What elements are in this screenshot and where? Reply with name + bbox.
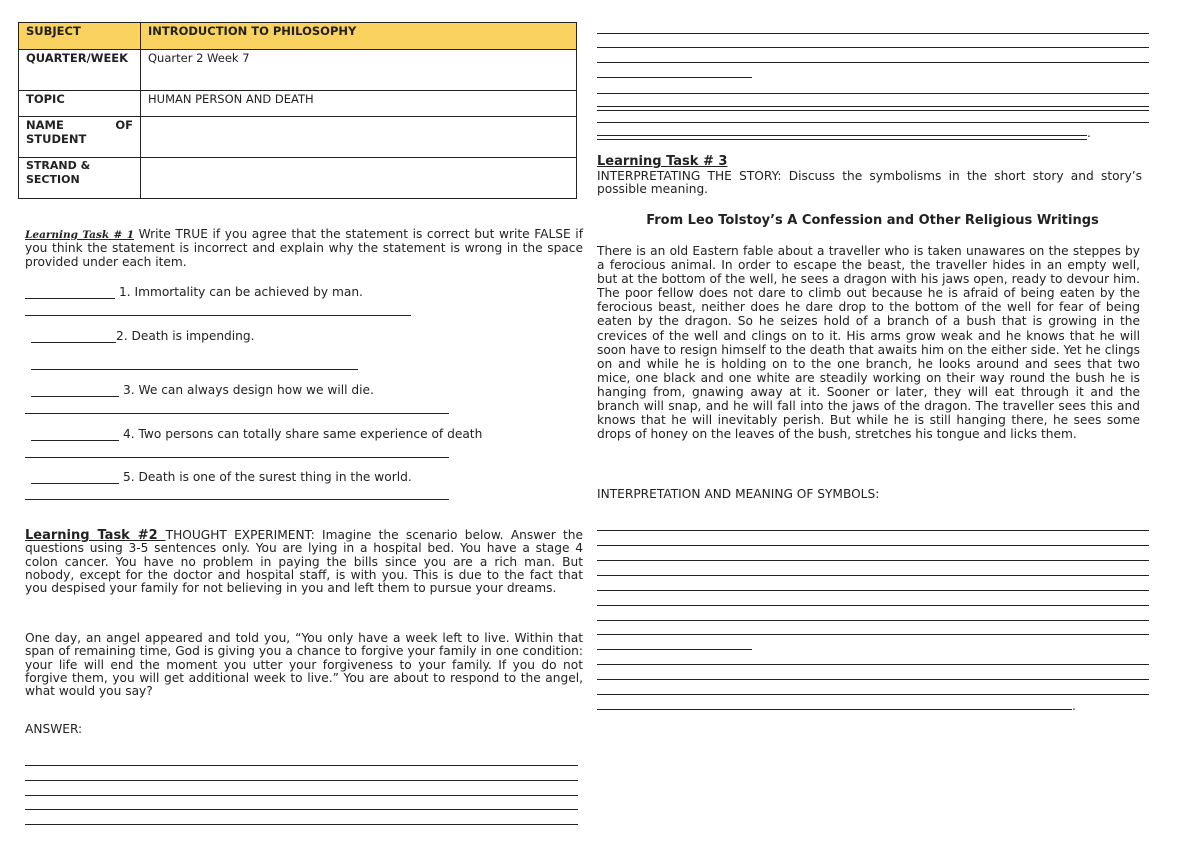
task2-text-1: THOUGHT EXPERIMENT: Imagine the scenario below. Answer the questions using 3-5 sentences only. You are lying in a hospital bed. You have a stage 4 colon cancer. You have no problem in paying the bills since you are a rich man. But nobody, except for the doctor and hospital staff, is with you. This is due to the fact that you despised your family for not believing in you and left them to pursue your dreams.: [25, 528, 583, 596]
topic-row: [19, 91, 577, 117]
task1-title: Learning Task # 1: [25, 229, 135, 241]
task3-instructions: INTERPRETATING THE STORY: Discuss the symbolisms in the short story and story’s possible meaning.: [597, 169, 1142, 197]
subject-value: INTRODUCTION TO PHILOSOPHY: [141, 23, 577, 50]
interpretation-line[interactable]: [597, 560, 1149, 561]
interpretation-line[interactable]: [597, 649, 752, 650]
student-name-label: [19, 117, 141, 158]
answer-line[interactable]: [25, 780, 578, 781]
interpretation-line[interactable]: [597, 575, 1149, 576]
quarter-label: QUARTER/WEEK: [19, 50, 141, 91]
answer-blank[interactable]: [25, 286, 115, 299]
task1-item-4-text: 4. Two persons can totally share same experience of death: [123, 427, 483, 441]
task1-text: Write TRUE if you agree that the statement is correct but write FALSE if you think the statement is incorrect and explain why the statement is wrong in the space provided under each item.: [25, 227, 583, 269]
explain-line[interactable]: [25, 315, 411, 316]
explain-line[interactable]: [31, 369, 358, 370]
task1-instructions: [25, 228, 583, 269]
task2-paragraph-2: One day, an angel appeared and told you, “You only have a week left to live. Within that span of remaining time, God is giving you a chance to forgive your family in one condition: your life will end the moment you utter your forgiveness to your family. If you do not forgive them, you will get additional week to live.” You are about to respond to the angel, what would you say?: [25, 631, 583, 699]
explain-line[interactable]: [25, 457, 449, 458]
task1-item-3-text: 3. We can always design how we will die.: [123, 383, 374, 397]
interpretation-label: INTERPRETATION AND MEANING OF SYMBOLS:: [597, 487, 880, 501]
period-mark: .: [1072, 699, 1076, 713]
continuation-line[interactable]: [597, 62, 1149, 63]
explain-line[interactable]: [25, 499, 449, 500]
answer-line[interactable]: [25, 765, 578, 766]
interpretation-line[interactable]: [597, 590, 1149, 591]
task1-item-1: [25, 285, 363, 299]
task1-item-5: [31, 470, 412, 484]
answer-line[interactable]: [25, 824, 578, 825]
strand-field[interactable]: [141, 158, 577, 199]
task1-item-3: [31, 383, 374, 397]
interpretation-line[interactable]: [597, 530, 1149, 531]
interpretation-line[interactable]: [597, 605, 1149, 606]
continuation-line[interactable]: [597, 106, 1149, 111]
subject-label: SUBJECT: [19, 23, 141, 50]
student-name-label-b: OF: [115, 118, 133, 132]
answer-line[interactable]: [25, 809, 578, 810]
story-title: From Leo Tolstoy’s A Confession and Other Religious Writings: [646, 213, 1099, 228]
interpretation-line[interactable]: [597, 664, 1149, 665]
answer-blank[interactable]: [31, 330, 116, 343]
student-info-table: [18, 22, 577, 199]
answer-blank[interactable]: [31, 471, 119, 484]
continuation-line[interactable]: [597, 122, 1149, 123]
continuation-line[interactable]: [597, 33, 1149, 34]
task1-item-2-text: 2. Death is impending.: [116, 329, 255, 343]
task1-item-1-text: 1. Immortality can be achieved by man.: [119, 285, 363, 299]
task2-paragraph-1: [25, 529, 583, 595]
explain-line[interactable]: [25, 413, 449, 414]
quarter-row: [19, 50, 577, 91]
interpretation-line[interactable]: [597, 709, 1072, 710]
continuation-line[interactable]: [597, 77, 752, 78]
topic-label: TOPIC: [19, 91, 141, 117]
student-name-field[interactable]: [141, 117, 577, 158]
interpretation-line[interactable]: [597, 634, 1149, 635]
answer-line[interactable]: [25, 795, 578, 796]
interpretation-line[interactable]: [597, 679, 1149, 680]
topic-value: HUMAN PERSON AND DEATH: [141, 91, 577, 117]
story-text: There is an old Eastern fable about a traveller who is taken unawares on the steppes by a ferocious animal. In order to escape the beast, the traveller hides in an empty well, but at the bottom of the well, he sees a dragon with his jaws open, ready to devour him. The poor fellow does not dare to climb out because he is afraid of being eaten by the ferocious beast, neither does he dare drop to the bottom of the well for fear of being eaten by the dragon. So he seizes hold of a branch of a bush that is growing in the crevices of the well and clings on to it. His arms grow weak and he knows that he will soon have to resign himself to the death that awaits him on the either side. Yet he clings on and while he is holding on to the one branch, he looks around and sees that two mice, one black and one white are steadily working on their way round the bush he is hanging from, gnawing away at it. Sooner or later, they will eat through it and the branch will snap, and he will fall into the jaws of the dragon. The traveller sees this and knows that he will inevitably perish. But while he is still hanging there, he sees some drops of honey on the leaves of the bush, stretches his tongue and licks them.: [597, 244, 1140, 442]
answer-label: ANSWER:: [25, 722, 83, 736]
task2-title: Learning Task #2: [25, 528, 166, 543]
subject-row: [19, 23, 577, 50]
student-name-row: [19, 117, 577, 158]
interpretation-line[interactable]: [597, 694, 1149, 695]
continuation-line[interactable]: [597, 93, 1149, 94]
task3-title: Learning Task # 3: [597, 154, 728, 169]
quarter-value: Quarter 2 Week 7: [141, 50, 577, 91]
student-name-label-c: STUDENT: [26, 132, 87, 146]
answer-blank[interactable]: [31, 384, 119, 397]
student-name-label-a: NAME: [26, 118, 64, 132]
period-mark: .: [1087, 126, 1091, 140]
task1-item-4: [31, 427, 482, 441]
continuation-line[interactable]: [597, 47, 1149, 48]
interpretation-line[interactable]: [597, 620, 1149, 621]
strand-row: [19, 158, 577, 199]
task3-title-block: [597, 155, 1142, 168]
task1-item-2: [31, 329, 255, 343]
task1-item-5-text: 5. Death is one of the surest thing in the world.: [123, 470, 412, 484]
strand-label: STRAND & SECTION: [19, 158, 141, 199]
continuation-line[interactable]: [597, 135, 1087, 140]
interpretation-line[interactable]: [597, 545, 1149, 546]
answer-blank[interactable]: [31, 428, 119, 441]
